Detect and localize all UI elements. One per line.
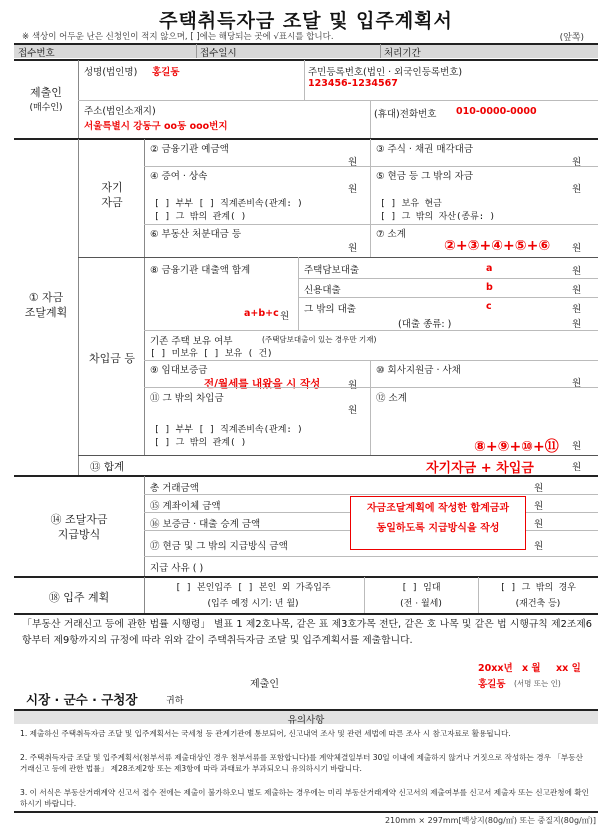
- note-item-2: 2. 주택취득자금 조달 및 입주계획서(첨부서류 제출대상인 경우 첨부서류를 포함합니다)를 계약체결일부터 30일 이내에 제출하지 않거나 거짓으로 작성하는 경우 「부동산 거래신고 등에 관한 법률」 제28조제2항 또는 제3항에 따라 과태료가 부과되오니 유의하시기 바랍니다.: [20, 753, 583, 773]
- self-moving-sub: (입주 예정 시기: 년 월): [207, 599, 299, 609]
- mortgage-value: a: [486, 263, 493, 274]
- won-unit: 원: [280, 311, 290, 322]
- rule: [14, 59, 598, 61]
- divider: [298, 257, 299, 330]
- payment-total-label: 총 거래금액: [150, 483, 199, 494]
- rule: [78, 455, 598, 456]
- divider: [370, 100, 371, 138]
- own-funds-label: 자기 자금: [101, 181, 123, 209]
- rule: [144, 387, 598, 388]
- won-unit: 원: [572, 462, 582, 473]
- credit-label: 신용대출: [304, 285, 341, 296]
- other-relation-checkbox[interactable]: [ ] 그 밖의 관계( ): [154, 212, 247, 222]
- realestate-label: ⑥ 부동산 처분대금 등: [150, 229, 241, 240]
- divider: [370, 139, 371, 257]
- won-unit: 원: [572, 243, 582, 254]
- notes-title: 유의사항: [287, 715, 325, 726]
- submitter-sign-label: 제출인: [250, 679, 279, 690]
- payment-note-box: 자금조달계획에 작성한 합계금과 동일하도록 지급방식을 작성: [350, 496, 526, 550]
- note-item-3: 3. 이 서식은 부동산거래계약 신고서 접수 전에는 제출이 불가하오니 별도 제출하는 경우에는 미리 부동산거래계약 신고서의 제출여부를 신고서 제출자 또는 신고관청에 확인하시기 바랍니다.: [20, 788, 590, 808]
- existing-home-label: 기존 주택 보유 여부: [150, 336, 233, 347]
- receipt-bar: [14, 44, 598, 58]
- won-unit: 원: [534, 483, 544, 494]
- rule: [14, 475, 598, 477]
- company-label: ⑩ 회사지원금 · 사채: [376, 365, 461, 376]
- subtotal-label: ⑦ 소계: [376, 229, 406, 240]
- lease-checkbox[interactable]: [ ] 임대: [401, 583, 441, 593]
- lease-deposit-note: 전/월세를 내왔을 시 작성: [204, 378, 321, 390]
- submitter-sign-name[interactable]: 홍길동: [478, 679, 506, 690]
- date-month[interactable]: x 월: [522, 663, 541, 674]
- id-label: 주민등록번호(법인 · 외국인등록번호): [308, 67, 463, 78]
- other-borrow-label: ⑪ 그 밖의 차입금: [150, 393, 224, 404]
- rule: [298, 278, 598, 279]
- lease-sub: (전 · 월세): [400, 599, 442, 609]
- submitter-section-sub: (매수인): [29, 103, 63, 113]
- rule: [144, 166, 598, 167]
- moving-section-label: ⑱ 입주 계획: [48, 591, 110, 604]
- lease-deposit-label: ⑨ 임대보증금: [150, 365, 208, 376]
- won-unit: 원: [572, 304, 582, 315]
- date-day[interactable]: xx 일: [556, 663, 581, 674]
- address-value[interactable]: 서울특별시 강동구 oo동 ooo번지: [84, 121, 228, 132]
- won-unit: 원: [572, 184, 582, 195]
- paper-spec: 210mm × 297mm[백상지(80g/㎡) 또는 중질지(80g/㎡)]: [384, 816, 596, 825]
- name-label: 성명(법인명): [84, 67, 138, 78]
- won-unit: 원: [348, 184, 358, 195]
- loan-total-label: ⑧ 금융기관 대출액 합계: [150, 265, 251, 276]
- divider: [144, 139, 145, 455]
- submitter-section-label: 제출인: [30, 86, 62, 99]
- total-label: ⑬ 합계: [90, 461, 125, 473]
- won-unit: 원: [534, 541, 544, 552]
- won-unit: 원: [348, 405, 358, 416]
- divider: [304, 60, 305, 100]
- divider: [78, 60, 79, 138]
- won-unit: 원: [348, 157, 358, 168]
- borrow-other-relation-checkbox[interactable]: [ ] 그 밖의 관계( ): [154, 438, 247, 448]
- rule: [144, 330, 598, 331]
- rule: [144, 360, 598, 361]
- credit-value: b: [486, 282, 493, 293]
- rule: [14, 576, 598, 578]
- won-unit: 원: [572, 157, 582, 168]
- won-unit: 원: [572, 266, 582, 277]
- divider: [144, 476, 145, 576]
- payment-section-label: ⑭ 조달자금 지급방식: [50, 513, 108, 541]
- rule: [144, 494, 598, 495]
- holding-cash-checkbox[interactable]: [ ] 보유 현금: [380, 199, 442, 209]
- form-note: ※ 색상이 어두운 난은 신청인이 적지 않으며, [ ]에는 해당되는 곳에 √표시를 합니다.: [22, 32, 334, 42]
- deposit-label: ② 금융기관 예금액: [150, 144, 229, 155]
- rule: [78, 100, 598, 101]
- other-loan-label: 그 밖의 대출: [304, 304, 356, 315]
- rule: [14, 613, 598, 615]
- rule: [14, 138, 598, 140]
- divider: [78, 139, 79, 475]
- processing-period-label: 처리기간: [384, 48, 421, 59]
- top-rule: [14, 43, 598, 45]
- cash-label: ⑤ 현금 등 그 밖의 자금: [376, 171, 474, 182]
- other-loan-value: c: [486, 301, 492, 312]
- rule: [298, 297, 598, 298]
- divider: [196, 44, 197, 58]
- rule: [144, 224, 598, 225]
- assumed-label: ⑯ 보증금 · 대출 승계 금액: [150, 519, 261, 530]
- receipt-number-label: 접수번호: [18, 48, 55, 59]
- payment-reason-field[interactable]: 지급 사유 ( ): [150, 563, 204, 574]
- rule: [14, 811, 598, 813]
- stock-label: ③ 주식 · 채권 매각대금: [376, 144, 474, 155]
- address-label: 주소(법인소재지): [84, 106, 156, 117]
- won-unit: 원: [572, 441, 582, 452]
- other-case-sub: (재건축 등): [515, 599, 561, 609]
- total-value: 자기자금 + 차입금: [426, 461, 534, 476]
- loan-total-value: a+b+c: [244, 308, 279, 319]
- divider: [364, 577, 365, 613]
- borrow-relation-checkbox[interactable]: [ ] 부부 [ ] 직계존비속(관계: ): [154, 425, 303, 435]
- funding-section-label: ① 자금 조달계획: [24, 291, 68, 319]
- self-moving-checkbox[interactable]: [ ] 본인입주 [ ] 본인 외 가족입주: [175, 583, 331, 593]
- subtotal-value: ②+③+④+⑤+⑥: [444, 238, 551, 254]
- form-title: 주택취득자금 조달 및 입주계획서: [159, 10, 453, 32]
- rule: [144, 556, 598, 557]
- cash-payment-label: ⑰ 현금 및 그 밖의 지급방식 금액: [150, 541, 288, 552]
- won-unit: 원: [534, 519, 544, 530]
- divider: [144, 577, 145, 613]
- divider: [370, 360, 371, 455]
- recipient-suffix: 귀하: [166, 696, 184, 706]
- note-item-1: 1. 제출하신 주택취득자금 조달 및 입주계획서는 국세청 등 관계기관에 통보되어, 신고내역 조사 및 관련 세법에 따른 조사 시 참고자료로 활용됩니다.: [20, 729, 511, 738]
- divider: [380, 44, 381, 58]
- relation-checkbox[interactable]: [ ] 부부 [ ] 직계존비속(관계: ): [154, 199, 303, 209]
- receipt-date-label: 접수일시: [200, 48, 237, 59]
- divider: [478, 577, 479, 613]
- gift-label: ④ 증여 · 상속: [150, 171, 208, 182]
- won-unit: 원: [572, 378, 582, 389]
- existing-home-checkbox[interactable]: [ ] 미보유 [ ] 보유 ( 건): [150, 349, 273, 359]
- won-unit: 원: [348, 243, 358, 254]
- subtotal2-value: ⑧+⑨+⑩+⑪: [474, 439, 559, 455]
- won-unit: 원: [572, 285, 582, 296]
- subtotal2-label: ⑫ 소계: [376, 393, 407, 404]
- rule: [78, 257, 598, 258]
- other-case-checkbox[interactable]: [ ] 그 밖의 경우: [500, 583, 576, 593]
- id-value[interactable]: 123456-1234567: [308, 78, 398, 89]
- mortgage-label: 주택담보대출: [304, 265, 360, 276]
- borrow-label: 차입금 등: [88, 352, 135, 365]
- date-year[interactable]: 20xx년: [478, 663, 513, 674]
- phone-label: (휴대)전화번호: [374, 109, 437, 120]
- transfer-label: ⑮ 계좌이체 금액: [150, 501, 221, 512]
- won-unit: 원: [572, 319, 582, 330]
- recipient: 시장 · 군수 · 구청장: [26, 692, 138, 707]
- loan-type-field[interactable]: (대출 종류: ): [398, 319, 452, 330]
- won-unit: 원: [348, 380, 358, 391]
- name-value[interactable]: 홍길동: [152, 67, 180, 78]
- page-indicator: (앞쪽): [559, 33, 584, 43]
- won-unit: 원: [534, 501, 544, 512]
- other-assets-checkbox[interactable]: [ ] 그 밖의 자산(종류: ): [380, 212, 496, 222]
- sign-note: (서명 또는 인): [514, 679, 561, 688]
- phone-value[interactable]: 010-0000-0000: [456, 106, 537, 117]
- legal-statement: 「부동산 거래신고 등에 관한 법률 시행령」 별표 1 제2호나목, 같은 표 제3호가목 전단, 같은 호 나목 및 같은 법 시행규칙 제2조제6항부터 제9항까지의 규정에 따라 위와 같이 주택취득자금 조달 및 입주계획서를 제출합니다.: [22, 619, 592, 646]
- existing-home-note: (주택담보대출이 있는 경우만 기재): [262, 335, 377, 344]
